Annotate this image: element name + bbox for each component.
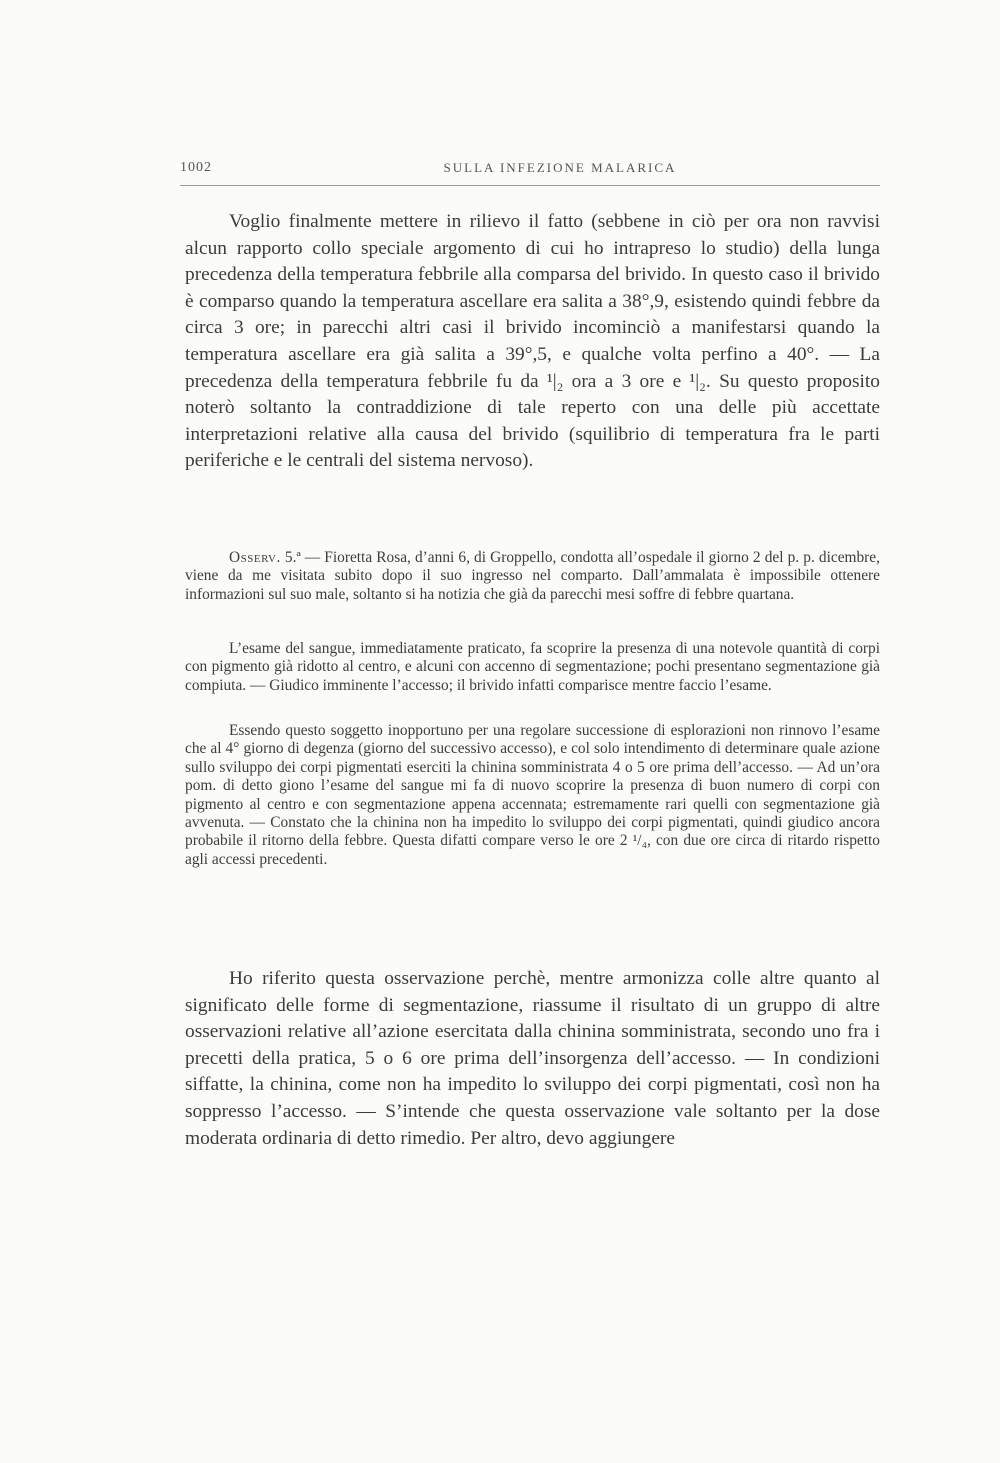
paragraph-brivido: Voglio finalmente mettere in rilievo il fatto (sebbene in ciò per ora non ravvisi alcun rapporto collo speciale argomento di cui ho intrapreso lo studio) della lunga precedenza della temperatura febbrile alla comparsa del brivido. In questo caso il brivido è comparso quando la temperatura ascellare era salita a 38°,9, esistendo quindi febbre da circa 3 ore; in parecchi altri casi il brivido incominciò a manifestarsi quando la temperatura ascellare era già salita a 39°,5, e qualche volta perfino a 40°. — La precedenza della temperatura febbrile fu da ¹|₂ ora a 3 ore e ¹|₂. Su questo proposito noterò soltanto la contraddizione di tale reperto con una delle più accettate interpretazioni relative alla causa del brivido (squilibrio di temperatura fra le parti periferiche e le centrali del sistema nervoso). — [185, 211, 880, 472]
page-header — [180, 160, 880, 186]
paragraph-esame-sangue: L’esame del sangue, immediatamente praticato, fa scoprire la presenza di una notevole quantità di corpi con pigmento già ridotto al centro, e alcuni con accenno di segmentazione; pochi presentano segmentazione già compiuta. — Giudico imminente l’accesso; il brivido infatti comparisce mentre faccio l’esame. — [185, 640, 880, 694]
header-rule — [180, 185, 880, 186]
page-number: 1002 — [180, 160, 212, 175]
paragraph-riferito: Ho riferito questa osservazione perchè, mentre armonizza colle altre quanto al significato delle forme di segmentazione, riassume il risultato di un gruppo di altre osservazioni relative all’azione esercitata dalla chinina somministrata, secondo uno fra i precetti della pratica, 5 o 6 ore prima dell’insorgenza dell’accesso. — In condizioni siffatte, la chinina, come non ha impedito lo sviluppo dei corpi pigmentati, così non ha soppresso l’accesso. — S’intende che questa osservazione vale soltanto per la dose moderata ordinaria di detto rimedio. Per altro, devo aggiungere — [185, 968, 880, 1149]
paragraph-esplorazioni: Essendo questo soggetto inopportuno per una regolare successione di esplorazioni non rinnovo l’esame che al 4° giorno di degenza (giorno del successivo accesso), e col solo intendimento di determinare quale azione sullo sviluppo dei corpi pigmentati eserciti la chinina somministrata 4 o 5 ore prima dell’accesso. — Ad un’ora pom. di detto giono l’esame del sangue mi fa di nuovo scoprire la presenza di buon numero di corpi con pigmento al centro e con segmentazione appena accennata; estremamente rari quelli con segmentazione già avvenuta. — Constato che la chinina non ha impedito lo sviluppo dei corpi pigmentati, quindi giudico ancora probabile il ritorno della febbre. Questa difatti compare verso le ore 2 ¹/₄, con due ore circa di ritardo rispetto agli accessi precedenti. — [185, 722, 880, 868]
paragraph-osservazione — [185, 549, 880, 604]
osserv-label: Osserv. — [229, 549, 281, 566]
osserv-text: 5.ª — Fioretta Rosa, d’anni 6, di Groppello, condotta all’ospedale il giorno 2 del p. p. dicembre, viene da me visitata subito dopo il suo ingresso nel comparto. Dall’ammalata è impossibile ottenere informazioni sul suo male, soltanto si ha notizia che già da parecchi mesi soffre di febbre quartana. — [185, 549, 880, 603]
running-title: SULLA INFEZIONE MALARICA — [443, 160, 677, 175]
